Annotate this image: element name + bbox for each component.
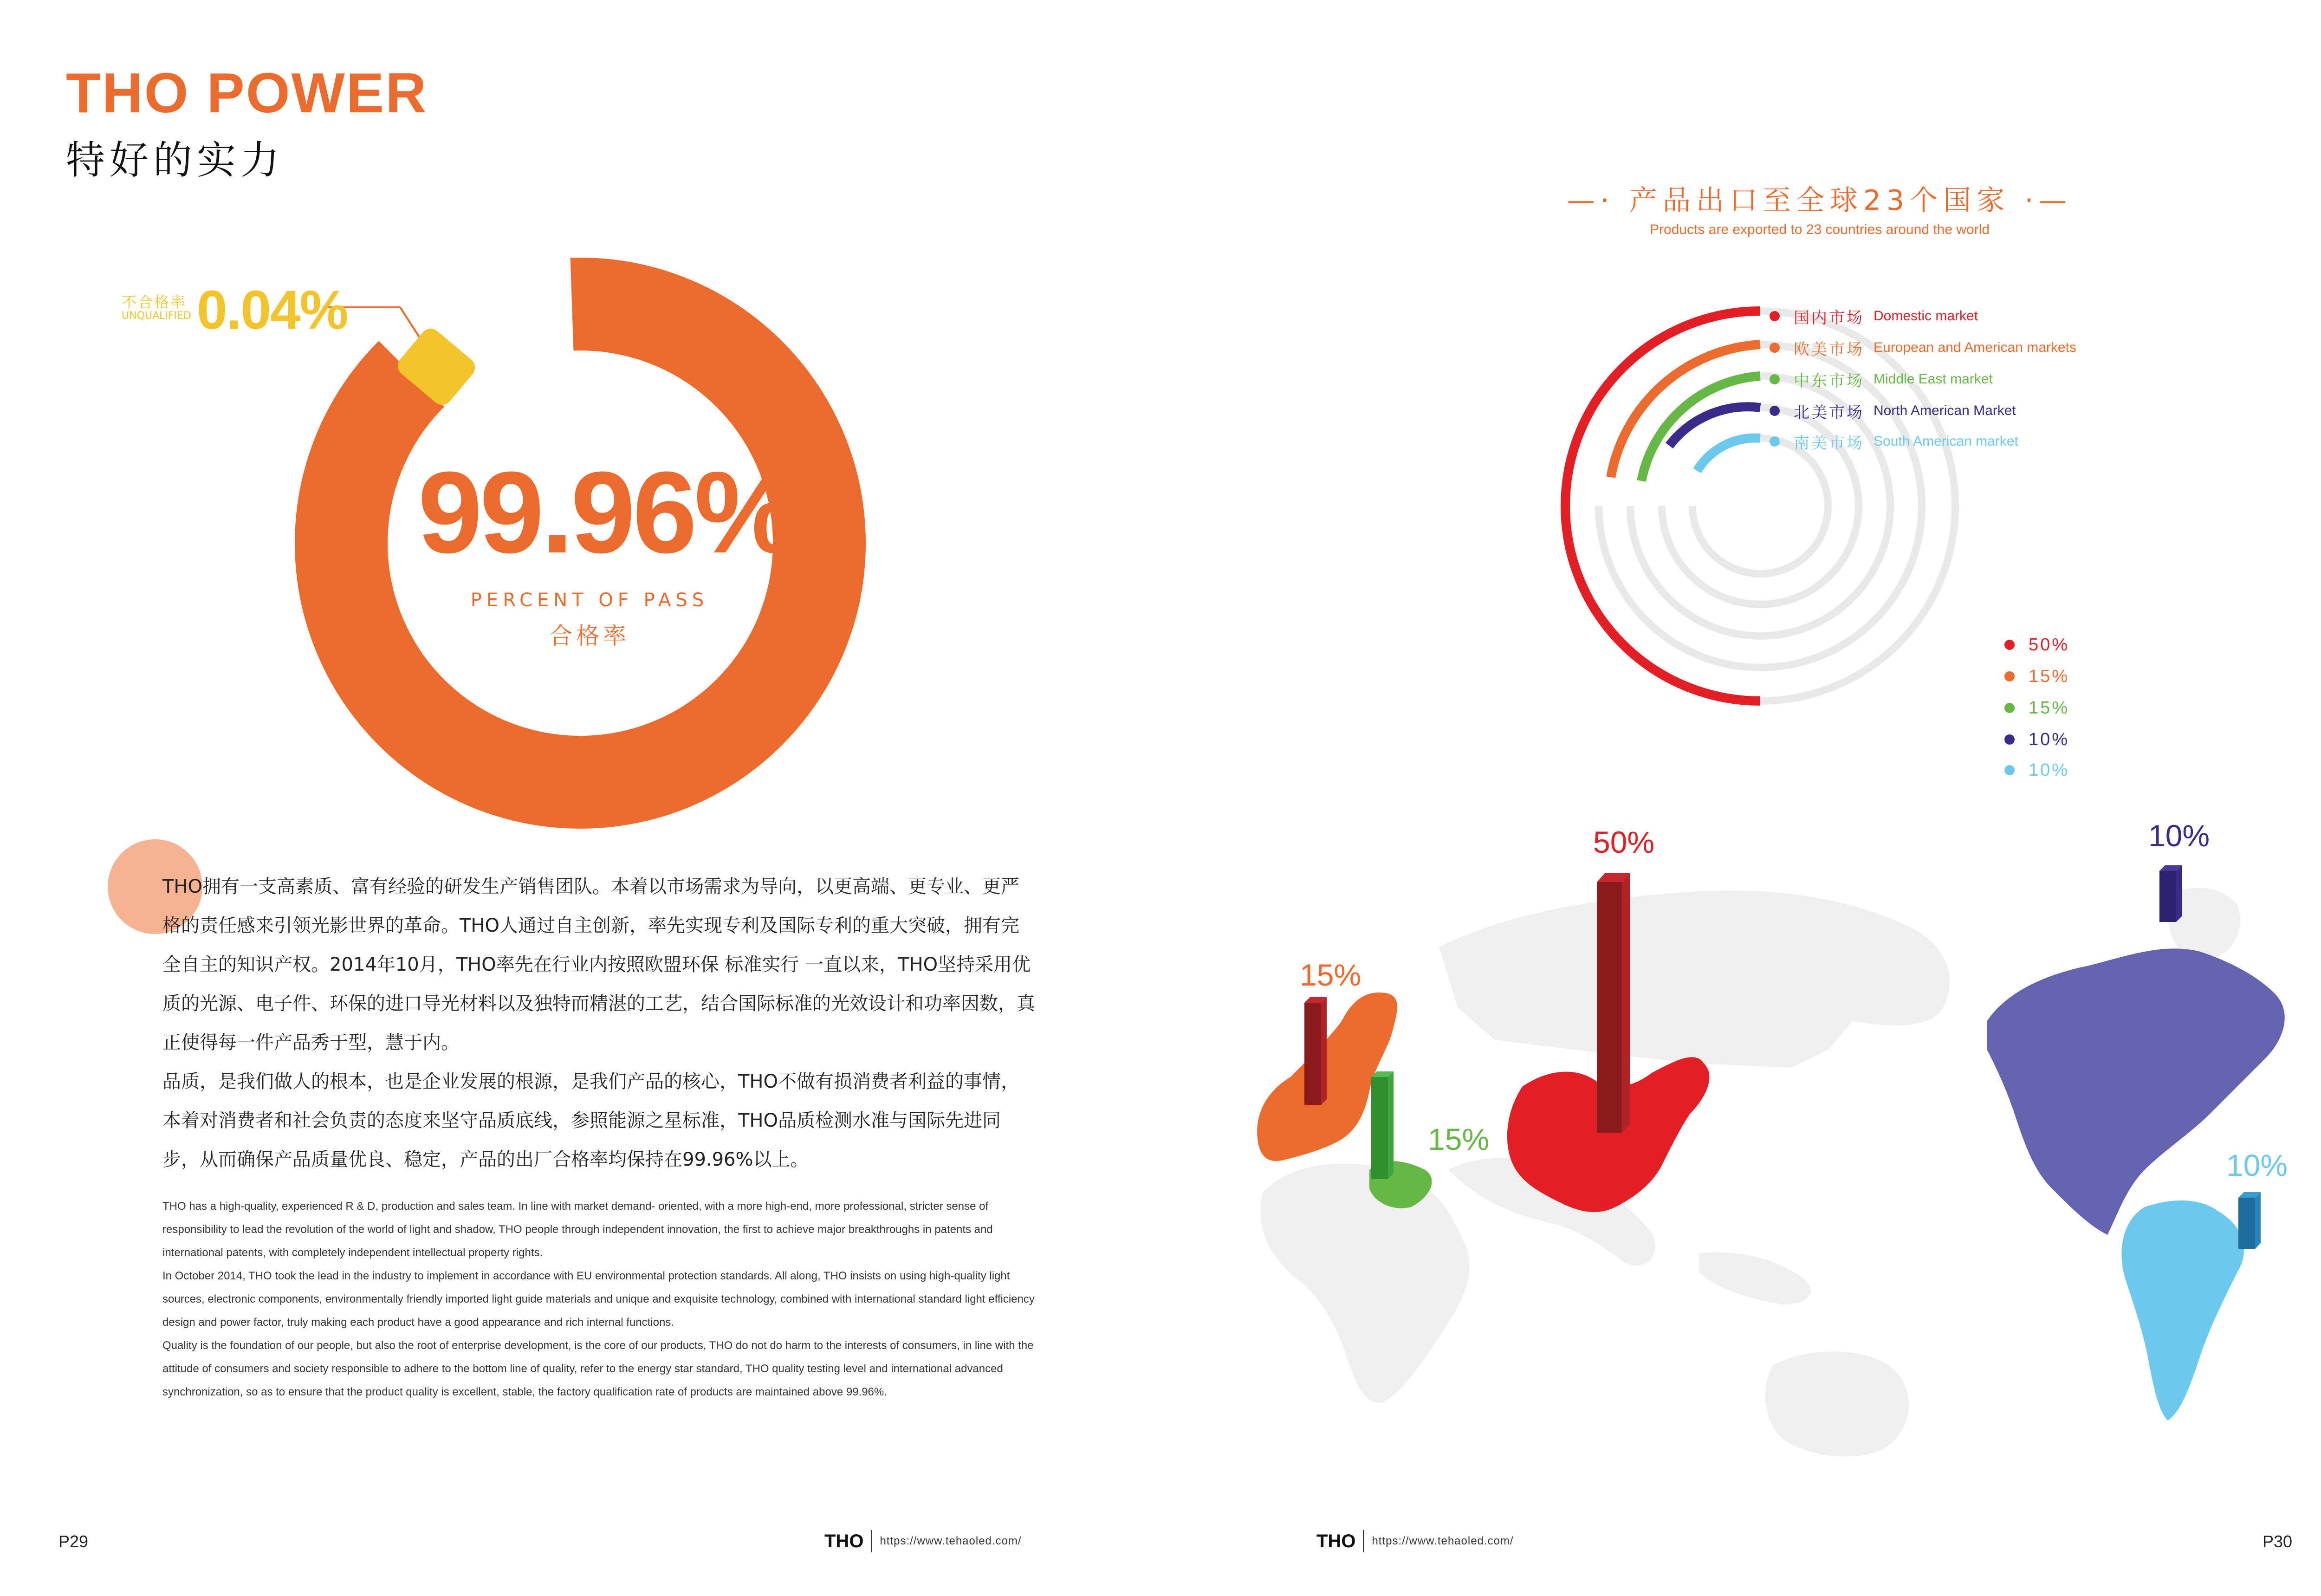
brand-subtitle: 特好的实力 — [66, 137, 285, 183]
legend-label-en: North American Market — [1874, 403, 2016, 418]
map-label-china: 50% — [1593, 825, 1655, 859]
map-north-america — [1987, 948, 2285, 1235]
legend-label-en: Middle East market — [1874, 371, 1993, 387]
legend-dot — [1770, 311, 1780, 321]
legend-domestic — [1770, 305, 1978, 328]
cn-paragraph: 品质，是我们做人的根本，也是企业发展的根源，是我们产品的核心，THO不做有损消费者利益的事情，本着对消费者和社会负责的态度来坚守品质底线，参照能源之星标准，THO品质检测水准与国际先进同步，从而确保产品质量优良、稳定，产品的出厂合格率均保持在99.96%以上。 — [162, 1071, 1019, 1170]
en-paragraph: Quality is the foundation of our people, but also the root of enterprise development, is the core of our products, THO do not do harm to the interests of consumers, in line with the attitude of consumers and society responsible to adhere to the bottom line of quality, refer to the energy star standard, THO quality testing level and international advanced synchronization, so as to ensure that the product quality is excellent, stable, the factory qualification rate of products are maintained above 99.96%. — [162, 1339, 1034, 1398]
percent-south-america — [2004, 759, 2069, 782]
legend-north-america — [1770, 399, 2016, 422]
percent-dot — [2004, 703, 2015, 713]
map-southeast-asia — [1699, 1252, 1811, 1304]
percent-value: 10% — [2029, 760, 2070, 780]
pass-rate-label-en: PERCENT OF PASS — [470, 590, 709, 611]
percent-value: 15% — [2029, 666, 2070, 686]
map-africa — [1260, 1164, 1469, 1403]
percent-dot — [2004, 640, 2015, 650]
percent-north-america — [2004, 728, 2069, 751]
percent-dot — [2004, 734, 2015, 745]
map-label-north-america: 10% — [2148, 818, 2210, 853]
pass-rate-label-cn: 合格率 — [549, 623, 630, 649]
bar-middle-east — [1371, 1071, 1394, 1179]
arc-south-america — [1697, 438, 1760, 471]
percent-middle-east — [2004, 696, 2069, 720]
footer-url-link[interactable]: https://www.tehaoled.com/ — [880, 1535, 1022, 1547]
map-label-south-america: 10% — [2226, 1148, 2288, 1182]
cn-paragraph: THO拥有一支高素质、富有经验的研发生产销售团队。本着以市场需求为导向，以更高端、更专业、更严格的责任感来引领光影世界的革命。THO人通过自主创新，率先实现专利及国际专利的重大突破，拥有完全自主的知识产权。2014年10月，THO率先在行业内按照欧盟环保 标准实行 一直以来，THO坚持采用优质的光源、电子件、环保的进口导光材料以及独特而精湛的工艺，结合国际标准的光效设计和功率因数，真正使得每一件产品秀于型，慧于内。 — [162, 876, 1035, 1053]
footer-left — [824, 1530, 1022, 1552]
footer-url-link[interactable]: https://www.tehaoled.com/ — [1372, 1535, 1514, 1547]
legend-label-cn: 南美市场 — [1794, 434, 1864, 453]
map-australia — [1765, 1351, 1909, 1456]
en-paragraph: In October 2014, THO took the lead in the industry to implement in accordance with EU environmental protection standards. All along, THO insists on using high-quality light sources, electronic components, environmentally friendly imported light guide materials and unique and exquisite technology, combined with international standard light efficiency design and power factor, truly making each product have a good appearance and rich internal functions. — [162, 1270, 1035, 1329]
pass-rate-value: 99.96% — [418, 448, 795, 577]
legend-europe-america — [1770, 336, 2076, 359]
legend-label-cn: 中东市场 — [1794, 371, 1864, 390]
legend-label-cn: 欧美市场 — [1794, 340, 1864, 359]
market-share-arc-chart — [1532, 297, 1977, 743]
legend-label-cn: 国内市场 — [1794, 308, 1864, 327]
footer-separator — [1363, 1530, 1364, 1552]
en-paragraph: THO has a high-quality, experienced R & D, production and sales team. In line with market demand- oriented, with a more high-end, more professional, stricter sense of responsibility to lead the revolution of the world of light and shadow, THO people through independent innovation, the first to achieve major breakthroughs in patents and international patents, with completely independent intellectual property rights. — [162, 1200, 993, 1259]
footer-right — [1316, 1530, 1514, 1552]
page-number-left: P29 — [58, 1532, 89, 1551]
unqualified-label-cn: 不合格率 — [122, 293, 187, 311]
percent-domestic — [2004, 633, 2069, 656]
unqualified-value: 0.04% — [197, 279, 348, 341]
map-label-middle-east: 15% — [1428, 1122, 1490, 1156]
map-south-america — [2121, 1200, 2244, 1421]
map-russia-asia — [1439, 890, 1950, 1068]
arc-track — [1692, 506, 1760, 574]
legend-dot — [1770, 343, 1780, 353]
legend-label-en: European and American markets — [1874, 340, 2076, 355]
percent-value: 50% — [2029, 635, 2070, 655]
legend-label-en: South American market — [1874, 434, 2018, 449]
legend-dot — [1770, 374, 1780, 384]
footer-brand-logo: THO — [1316, 1531, 1356, 1551]
footer-brand-logo: THO — [824, 1531, 864, 1551]
chinese-body-text — [162, 867, 1035, 1179]
percent-dot — [2004, 671, 2015, 681]
legend-label-cn: 北美市场 — [1794, 403, 1864, 422]
english-body-text — [162, 1195, 1035, 1404]
bar-china — [1597, 873, 1630, 1133]
footer-separator — [871, 1530, 872, 1552]
map-label-europe: 15% — [1300, 958, 1361, 992]
bar-north-america — [2159, 865, 2182, 922]
percent-dot — [2004, 765, 2015, 775]
arc-track — [1760, 344, 1922, 668]
legend-dot — [1770, 406, 1780, 416]
legend-south-america — [1770, 430, 2018, 453]
arc-track — [1760, 438, 1828, 574]
unqualified-label-en: UNQUALIFIED — [122, 310, 191, 322]
percent-value: 15% — [2029, 698, 2070, 718]
brand-title: THO POWER — [66, 61, 428, 124]
legend-middle-east — [1770, 368, 1993, 391]
world-map — [1235, 789, 2321, 1504]
export-title: —· 产品出口至全球23个国家 ·— — [1567, 184, 2073, 217]
bar-south-america — [2238, 1192, 2261, 1249]
bar-europe — [1304, 997, 1327, 1105]
page-number-right: P30 — [2263, 1532, 2293, 1551]
percent-value: 10% — [2029, 729, 2070, 749]
export-subtitle: Products are exported to 23 countries around the world — [1649, 222, 1990, 237]
legend-label-en: Domestic market — [1874, 308, 1978, 324]
legend-dot — [1770, 436, 1780, 447]
percent-europe-america — [2004, 665, 2069, 688]
